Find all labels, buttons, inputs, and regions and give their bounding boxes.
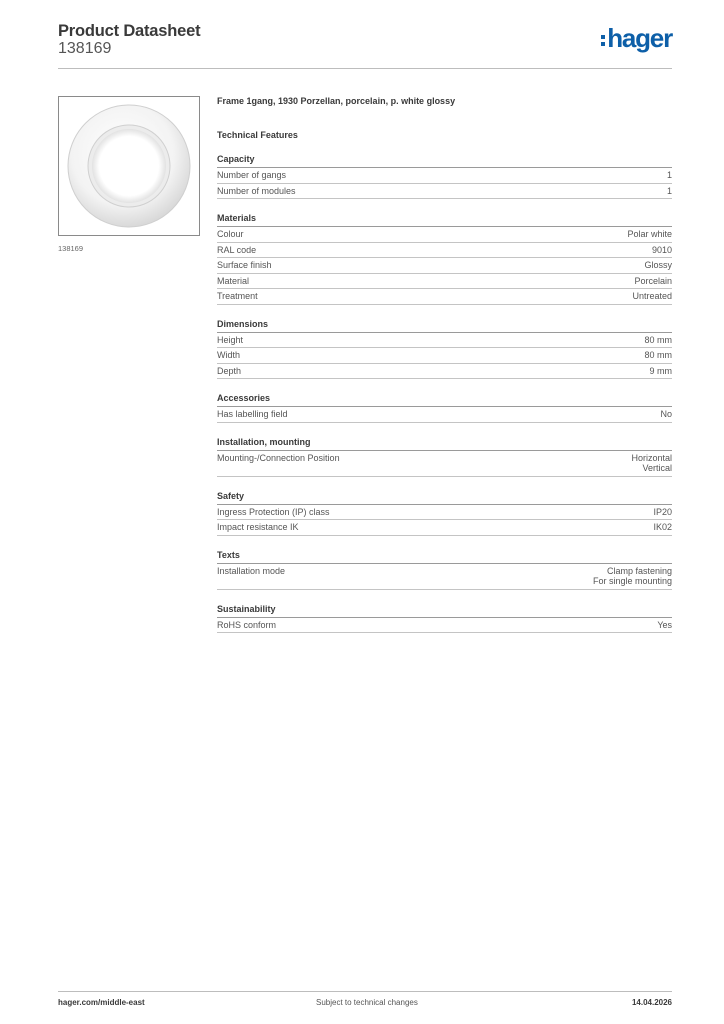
- spec-row: [217, 184, 672, 200]
- section-texts: [217, 550, 672, 590]
- spec-row: [217, 333, 672, 349]
- section-title: Sustainability: [217, 604, 672, 618]
- header-divider: [58, 68, 672, 69]
- section-title: Installation, mounting: [217, 437, 672, 451]
- spec-label: Width: [217, 350, 241, 360]
- spec-value: 80 mm: [644, 334, 672, 345]
- spec-value: Yes: [657, 619, 672, 630]
- technical-features-heading: Technical Features: [217, 130, 298, 140]
- spec-value: Clamp fastening: [606, 565, 672, 576]
- spec-label: Number of modules: [217, 185, 296, 196]
- page-footer: [58, 998, 672, 1010]
- section-accessories: [217, 393, 672, 423]
- logo-wordmark: hager: [607, 23, 672, 53]
- footer-website-link[interactable]: hager.com/middle-east: [58, 998, 145, 1007]
- technical-content: [217, 96, 672, 633]
- spec-value: 9 mm: [649, 365, 672, 376]
- section-title: Capacity: [217, 154, 672, 168]
- spec-value: IK02: [653, 522, 672, 532]
- document-title: Product Datasheet: [58, 22, 201, 40]
- footer-divider: [58, 991, 672, 992]
- section-title: Accessories: [217, 393, 672, 407]
- spec-value: Polar white: [627, 229, 672, 239]
- section-title: Texts: [217, 550, 672, 564]
- spec-value: Horizontal: [631, 452, 672, 463]
- frame-product-image: [59, 97, 199, 235]
- spec-value: 9010: [651, 244, 672, 255]
- spec-label: Colour: [217, 229, 244, 239]
- spec-row: [217, 348, 672, 364]
- spec-value: 1: [666, 185, 672, 196]
- spec-row: [217, 168, 672, 184]
- spec-row: [217, 258, 672, 274]
- spec-value: For single mounting: [592, 576, 672, 586]
- spec-row: [217, 364, 672, 380]
- spec-row: [217, 505, 672, 521]
- section-safety: [217, 491, 672, 536]
- spec-row: [217, 227, 672, 243]
- spec-label: RoHS conform: [217, 619, 277, 630]
- spec-label: Number of gangs: [217, 170, 287, 180]
- spec-row: [217, 407, 672, 423]
- spec-label: Impact resistance IK: [217, 522, 299, 532]
- page-header: [58, 20, 672, 68]
- section-materials: [217, 213, 672, 305]
- spec-value: Porcelain: [634, 275, 672, 286]
- section-installation: [217, 437, 672, 477]
- product-description: Frame 1gang, 1930 Porzellan, porcelain, p. white glossy: [217, 96, 456, 106]
- spec-value: IP20: [653, 506, 672, 517]
- spec-label: RAL code: [217, 244, 257, 255]
- spec-row: [217, 618, 672, 634]
- spec-label: Surface finish: [217, 260, 272, 270]
- footer-disclaimer: Subject to technical changes: [316, 998, 418, 1007]
- spec-label: Height: [217, 334, 244, 345]
- footer-date: 14.04.2026: [631, 998, 672, 1007]
- spec-value: 80 mm: [644, 350, 672, 360]
- spec-label: Depth: [217, 365, 242, 376]
- document-number: 138169: [58, 40, 112, 57]
- section-title: Dimensions: [217, 319, 672, 333]
- spec-value: Glossy: [644, 260, 672, 270]
- spec-value: Untreated: [632, 291, 672, 301]
- spec-label: Has labelling field: [217, 409, 288, 419]
- spec-value: No: [660, 409, 672, 419]
- spec-label: Mounting-/Connection Position: [217, 452, 340, 463]
- spec-row: [217, 274, 672, 290]
- spec-value: Vertical: [642, 463, 672, 473]
- spec-label: Treatment: [217, 291, 258, 301]
- section-title: Materials: [217, 213, 672, 227]
- product-image-frame: [58, 96, 200, 236]
- section-title: Safety: [217, 491, 672, 505]
- spec-label: Material: [217, 275, 250, 286]
- hager-logo: [601, 25, 672, 51]
- spec-label: Ingress Protection (IP) class: [217, 506, 330, 517]
- section-dimensions: [217, 319, 672, 380]
- spec-value-multi: [593, 566, 672, 587]
- spec-row: [217, 243, 672, 259]
- section-sustainability: [217, 604, 672, 634]
- spec-value-multi: [631, 453, 672, 474]
- image-caption: 138169: [58, 244, 84, 253]
- spec-row: [217, 520, 672, 536]
- spec-row: [217, 289, 672, 305]
- section-capacity: [217, 154, 672, 199]
- spec-label: Installation mode: [217, 565, 286, 576]
- spec-value: 1: [666, 170, 672, 180]
- spec-row: [217, 564, 672, 590]
- logo-dots-icon: [601, 35, 605, 46]
- spec-row: [217, 451, 672, 477]
